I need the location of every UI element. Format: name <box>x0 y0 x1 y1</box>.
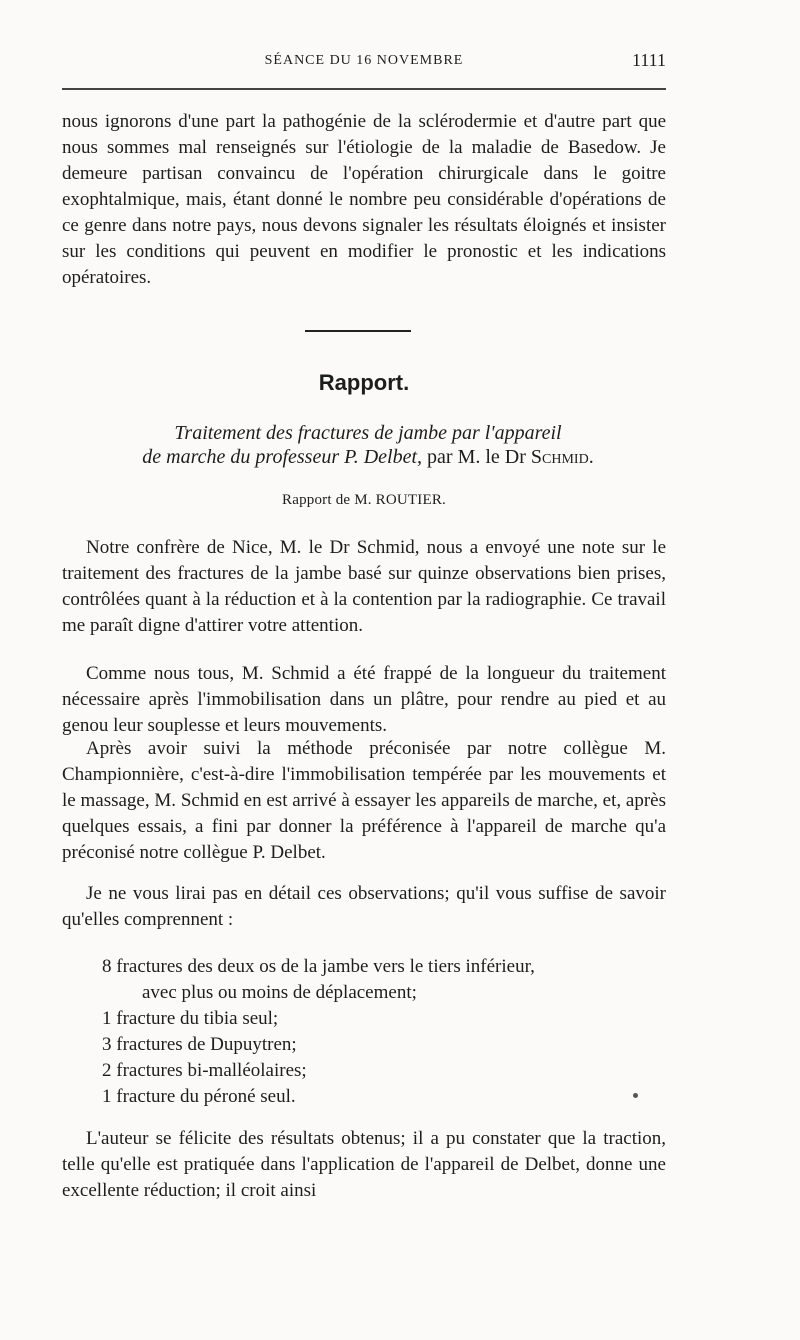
running-header <box>62 52 666 76</box>
header-title: SÉANCE DU 16 NOVEMBRE <box>264 53 464 68</box>
subtitle-line-2-italic: de marche du professeur P. Delbet, <box>142 446 423 468</box>
subtitle-line-2-rest: par M. le Dr <box>422 446 526 468</box>
section-title: Rapport. <box>318 370 410 395</box>
subtitle-name: Schmid. <box>530 446 594 468</box>
report-subtitle <box>70 421 666 469</box>
section-divider <box>305 330 411 332</box>
intro-paragraph: nous ignorons d'une part la pathogénie de la sclérodermie et d'autre part que nous sommes mal renseignés sur l'étiologie de la maladie de Basedow. Je demeure partisan convaincu de l'opération chirurgicale dans le goitre exophtalmique, mais, étant donné le nombre peu considérable d'opérations de ce genre dans notre pays, nous devons signaler les résultats éloignés et insister sur les conditions qui peuvent en modifier le pronostic et les indications opératoires. <box>62 111 666 288</box>
fracture-list-item: 1 fracture du tibia seul; <box>102 1008 279 1029</box>
subtitle-line-2 <box>70 445 666 469</box>
fracture-list <box>102 954 666 1110</box>
fracture-list-item: 2 fractures bi-malléolaires; <box>102 1060 307 1081</box>
body-paragraph-2: Comme nous tous, M. Schmid a été frappé de la longueur du traitement nécessaire après l'immobilisation dans un plâtre, pour rendre au pied et au genou leur souplesse et leurs mouvements. <box>62 663 666 736</box>
body-paragraph-4: Je ne vous lirai pas en détail ces observations; qu'il vous suffise de savoir qu'elles comprennent : <box>62 883 666 930</box>
body-paragraph-5: L'auteur se félicite des résultats obtenus; il a pu constater que la traction, telle qu'elle est pratiquée dans l'application de l'appareil de Delbet, donne une excellente réduction; il croit ainsi <box>62 1128 666 1201</box>
body-paragraph-1: Notre confrère de Nice, M. le Dr Schmid, nous a envoyé une note sur le traitement des fractures de la jambe basé sur quinze observations bien prises, contrôlées quant à la réduction et à la contention par la radiographie. Ce travail me paraît digne d'attirer votre attention. <box>62 537 666 636</box>
print-speck <box>633 1093 638 1098</box>
subtitle-line-1: Traitement des fractures de jambe par l'appareil <box>174 422 562 444</box>
body-paragraph-3: Après avoir suivi la méthode préconisée par notre collègue M. Championnière, c'est-à-dire l'immobilisation tempérée par les mouvements et le massage, M. Schmid en est arrivé à essayer les appareils de marche, et, après quelques essais, a fini par donner la préférence à l'appareil de marche qu'a préconisé notre collègue P. Delbet. <box>62 738 666 863</box>
fracture-list-item: 8 fractures des deux os de la jambe vers le tiers inférieur, <box>102 956 535 977</box>
page-number: 1111 <box>632 50 666 70</box>
report-author: Rapport de M. ROUTIER. <box>282 492 446 508</box>
fracture-list-item: 1 fracture du péroné seul. <box>102 1086 296 1107</box>
header-rule <box>62 88 666 90</box>
fracture-list-item-continuation: avec plus ou moins de déplacement; <box>142 982 417 1003</box>
fracture-list-item: 3 fractures de Dupuytren; <box>102 1034 297 1055</box>
